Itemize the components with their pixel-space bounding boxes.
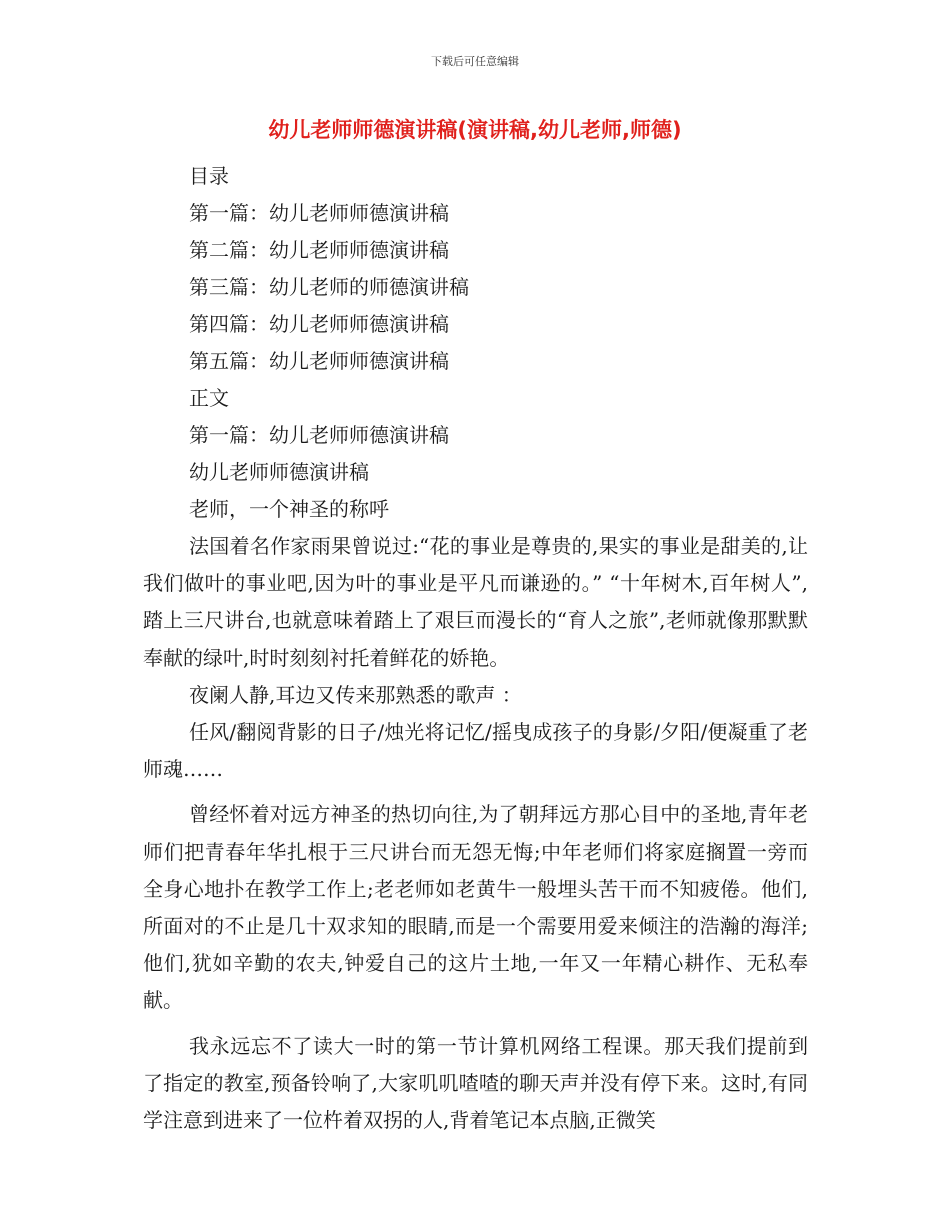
speech-title: 幼儿老师师德演讲稿	[189, 460, 369, 484]
toc-item: 第五篇：幼儿老师师德演讲稿	[189, 349, 449, 373]
paragraph: 我永远忘不了读大一时的第一节计算机网络工程课。那天我们提前到了指定的教室,预备铃响了,大家叽叽喳喳的聊天声并没有停下来。这时,有同学注意到进来了一位杵着双拐的人,背着笔记本点脑,正微笑	[143, 1033, 808, 1133]
body-text	[143, 528, 808, 1139]
toc-item: 第二篇：幼儿老师师德演讲稿	[189, 238, 449, 262]
toc-heading: 目录	[189, 164, 229, 188]
speech-subtitle: 老师，一个神圣的称呼	[189, 497, 389, 521]
paragraph: 法国着名作家雨果曾说过:“花的事业是尊贵的,果实的事业是甜美的,让我们做叶的事业吧,因为叶的事业是平凡而谦逊的。” “十年树木,百年树人”,踏上三尺讲台,也就意味着踏上了艰巨而漫长的“育人之旅”,老师就像那默默奉献的绿叶,时时刻刻衬托着鲜花的娇艳。	[143, 534, 808, 670]
header-note: 下载后可任意编辑	[431, 55, 519, 68]
document-title: 幼儿老师师德演讲稿(演讲稿,幼儿老师,师德)	[268, 118, 682, 142]
toc-item: 第一篇：幼儿老师师德演讲稿	[189, 201, 449, 225]
toc-item: 第四篇：幼儿老师师德演讲稿	[189, 312, 449, 336]
toc-item: 第三篇：幼儿老师的师德演讲稿	[189, 275, 469, 299]
table-of-contents	[189, 158, 469, 528]
part-title: 第一篇：幼儿老师师德演讲稿	[189, 423, 449, 447]
paragraph: 任风/翻阅背影的日子/烛光将记忆/摇曳成孩子的身影/夕阳/便凝重了老师魂……	[143, 720, 808, 782]
paragraph: 夜阑人静,耳边又传来那熟悉的歌声 ：	[189, 682, 522, 707]
body-label: 正文	[189, 386, 229, 410]
paragraph: 曾经怀着对远方神圣的热切向往,为了朝拜远方那心目中的圣地,青年老师们把青春年华扎根于三尺讲台而无怨无悔;中年老师们将家庭搁置一旁而全身心地扑在教学工作上;老老师如老黄牛一般埋头苦干而不知疲倦。他们,所面对的不止是几十双求知的眼睛,而是一个需要用爱来倾注的浩瀚的海洋;他们,犹如辛勤的农夫,钟爱自己的这片土地,一年又一年精心耕作、无私奉献。	[143, 802, 808, 1013]
